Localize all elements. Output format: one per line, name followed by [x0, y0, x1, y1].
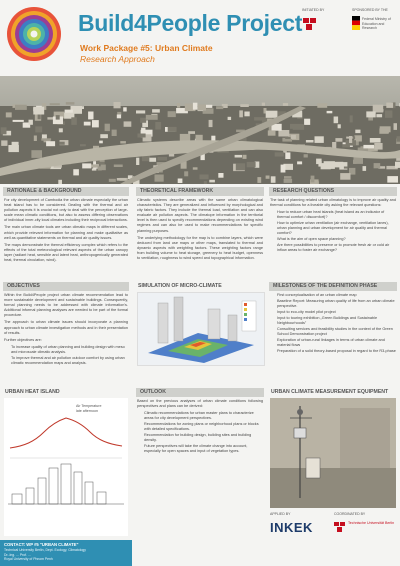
theory-paragraph: Climatic systems describe areas with the same urban climatological characteristics. They are generalized and influenced by morphological and city fabric factors. They include the thermal load, ventilation and can also evaluate air pollution aspects. The climatope information in the territorial level is then used to specify recommendations depending on existing wind regimes and can also be used to make recommendations for specific planning purposes. — [137, 198, 263, 233]
theory-heading: THEORETICAL FRAMEWORK — [136, 187, 264, 196]
heat-island-diagram — [4, 398, 128, 536]
questions-intro: The task of planning related urban climatology is to improve air quality and thermal conditions for a liveable city asking the relevant questions: — [270, 198, 396, 208]
rationale-text — [4, 198, 128, 278]
coordinated-by-label: COORDINATED BY — [334, 512, 366, 516]
objectives-heading: OBJECTIVES — [3, 282, 129, 291]
questions-heading: RESEARCH QUESTIONS — [269, 187, 397, 196]
work-package: Work Package #5: Urban Climate — [80, 43, 213, 53]
theory-text — [137, 198, 263, 278]
list-item: • To improve thermal and air pollution outdoor comfort by using urban climatic recommendation maps and analysis. — [11, 356, 128, 366]
heat-island-heading: URBAN HEAT ISLAND — [5, 389, 60, 395]
objectives-paragraph: The approach to urban climate issues should incorporate a planning approach to urban climate investigation methods and in their presentation of results. — [4, 320, 128, 335]
milestones-list — [270, 293, 396, 354]
outlook-list — [137, 411, 263, 454]
initiated-by-label: INITIATED BY — [302, 8, 325, 12]
objectives-list — [4, 345, 128, 366]
rationale-paragraph: The maps demonstrate the thermal efficiency complex which refers to the effects of the total meteorological relevant aspects of the urban canopy layer (radiant heat, sensible and latent heat, anthropogenically generated heat, thermal circulation, wind). — [4, 242, 128, 263]
objectives-paragraph: Within the Build4People project urban climate recommendation lead to more sustainable development and sustainable buildings. Consequently, formal planning needs to be addressed with climate information's. Additional informal planning analyses are needed to be part of the formal procedure. — [4, 293, 128, 318]
milestones-heading: MILESTONES OF THE DEFINITION PHASE — [269, 282, 397, 291]
rationale-paragraph: For city development of Cambodia the urban climate especially the urban heat island has to be considered. Dealing with the thermal and air pollution aspects it is crucial not only to deal with the perception of large-scale mean climatic conditions, but also to assess differing observations of individual inner-city local climates including their reciprocal interactions. — [4, 198, 128, 223]
subtitle: Research Approach — [80, 54, 155, 64]
theory-paragraph: The underlying methodology for the map is to combine layers, which were deduced from land use maps or other maps, translated to thermal and dynamic aspects with weighting factors. These weighting factors range from building volume to heat storage, greenery to heat budget, openness to ventilation, roughness to wind speed and topographical information. — [137, 235, 263, 261]
list-item: • Consulting services and feasibility studies in the context of the Green School Demonstration project — [277, 327, 396, 337]
rationale-heading: RATIONALE & BACKGROUND — [3, 187, 129, 196]
contact-line: Technical University Berlin, Dept. Ecology, Climatology — [4, 548, 86, 552]
chart-note: late afternoon — [76, 409, 98, 413]
list-item: • First conceptualisation of an urban climate map — [277, 293, 396, 298]
list-item: • How to reduce urban heat islands (heat island as an indicator of thermal comfort / discomfort)? — [277, 210, 396, 220]
list-item: • Input to eco-city model pilot project — [277, 310, 396, 315]
project-logo-icon — [6, 6, 62, 62]
questions-list — [270, 210, 396, 253]
outlook-heading: OUTLOOK — [136, 388, 264, 397]
list-item: • Baseline Report: Measuring urban quality of life from an urban climate perspective. — [277, 299, 396, 309]
objectives-further-label: Further objectives are: — [4, 337, 42, 342]
questions-block — [270, 198, 396, 278]
tu-berlin-logo — [302, 16, 318, 32]
objectives-block — [4, 293, 128, 383]
page-title: Build4People Project — [78, 10, 303, 36]
contact-line: Royal University of Phnom Penh — [4, 557, 53, 562]
contact-footer — [0, 540, 132, 566]
list-item: • Preparation of a solid theory-based proposal in regard to the R3-phase — [277, 349, 396, 354]
tu-berlin-logo — [334, 520, 346, 532]
contact-lines — [4, 548, 86, 562]
equipment-photo — [270, 398, 396, 508]
rationale-paragraph: The main urban climate tools are urban climatic maps in different scales, which provide relevant information for planning and make qualitative as well as quantitative statements on thermal and air quality issues. — [4, 225, 128, 240]
list-item: • Climatic recommendations for urban master plans to characterize areas for city development perspectives. — [144, 411, 263, 421]
equipment-heading: URBAN CLIMATE MEASUREMENT EQUIPMENT — [271, 389, 389, 395]
list-item: • Input to touring exhibition „Green Buildings and Sustainable Neighbourhoods" — [277, 316, 396, 326]
milestones-block — [270, 293, 396, 383]
tu-berlin-name: Technische Universität Berlin — [348, 521, 395, 525]
list-item: • What is the aim of open space planning? — [277, 237, 396, 242]
simulation-heading: SIMULATION OF MICRO-CLIMATE — [138, 283, 222, 289]
applied-by-label: APPLIED BY — [270, 512, 291, 516]
ministry-name: Federal Ministry of Education and Research — [362, 17, 391, 30]
city-panorama-photo — [0, 76, 400, 184]
list-item: • Future perspectives will take the climate change into account, especially for open spaces and input of vegetation types. — [144, 444, 263, 454]
list-item: • Recommendation for building design, building sites and building density. — [144, 433, 263, 443]
objectives-text — [4, 293, 128, 345]
footer-partners — [132, 540, 400, 566]
list-item: • Exploration of urban-rural linkages in terms of urban climate and material flows — [277, 338, 396, 348]
list-item: • To increase quality of urban planning and building design with meso and microscale climatic analysis. — [11, 345, 128, 355]
outlook-intro: Based on the previous analyses of urban climate conditions following perspectives and plans can be derived: — [137, 399, 263, 409]
chart-label: Air Temperature — [76, 404, 102, 408]
outlook-block — [137, 399, 263, 499]
contact-title: CONTACT: WP #5 "URBAN CLIMATE" — [4, 542, 79, 547]
sponsored-by-label: SPONSORED BY THE — [352, 8, 388, 12]
ministry-logo — [352, 16, 394, 34]
list-item: • How to optimize urban ventilation (air exchange, ventilation lanes), urban planning and urban development for air quality and thermal comfort? — [277, 221, 396, 236]
list-item: • Recommendations for zoning plans or neighborhood plans or blocks with detailed specifications. — [144, 422, 263, 432]
list-item: • Are there possibilities to preserve or to promote fresh air or cold air inflow areas to foster air exchange? — [277, 243, 396, 253]
inkek-logo: INKEK — [270, 520, 313, 535]
simulation-image — [137, 292, 265, 366]
contact-line: Dr.-Ing. ... Prof. ... — [4, 552, 31, 557]
